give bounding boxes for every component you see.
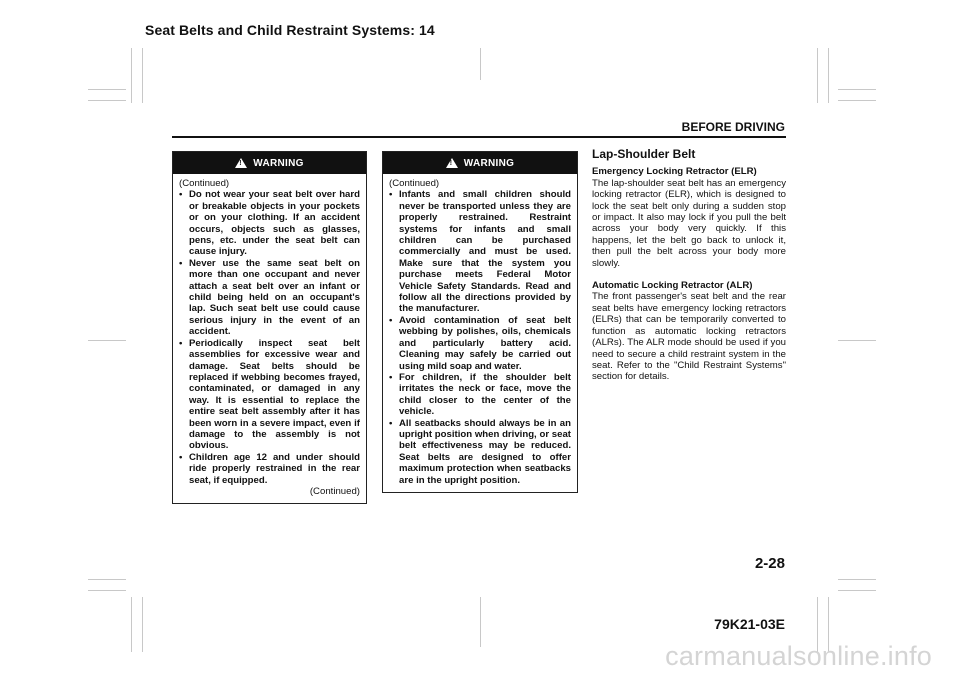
section-heading: Lap-Shoulder Belt xyxy=(592,147,696,161)
warning-label: WARNING xyxy=(463,157,515,169)
warning-item: • Periodically inspect seat belt assemblies for excessive wear and damage. Seat belts should be replaced if webbing becomes frayed, contaminated, or damaged in any way. It is essential to replace the entire seat belt assembly after it has been worn in a severe impact, even if damage to the assembly is not obvious. xyxy=(179,338,360,452)
crop-mark xyxy=(838,340,876,341)
crop-mark xyxy=(131,597,132,652)
lap-shoulder-section xyxy=(592,149,786,394)
elr-heading: Emergency Locking Retractor (ELR) xyxy=(592,166,757,178)
warning-list xyxy=(389,189,571,486)
warning-box-left xyxy=(172,151,367,504)
warning-header xyxy=(173,152,366,174)
warning-header xyxy=(383,152,577,174)
crop-mark xyxy=(88,579,126,580)
warning-item: • Children age 12 and under should ride properly restrained in the rear seat, if equipped. xyxy=(179,452,360,486)
watermark-text: carmanualsonline.info xyxy=(665,641,932,671)
document-code: 79K21-03E xyxy=(714,616,785,632)
continued-label: (Continued) xyxy=(179,178,230,189)
page-number: 2-28 xyxy=(754,555,785,572)
warning-triangle-icon xyxy=(235,158,247,168)
section-header: BEFORE DRIVING xyxy=(681,120,785,134)
crop-mark xyxy=(480,597,481,647)
warning-item: • Never use the same seat belt on more than one occupant and never attach a seat belt over an infant or child being held on an occupant's lap. Such seat belt use could cause serious injury in the event of an accident. xyxy=(179,258,360,338)
crop-mark xyxy=(838,579,876,580)
warning-item: • Avoid contamination of seat belt webbing by polishes, oils, chemicals and particularly battery acid. Cleaning may safely be carried out using mild soap and water. xyxy=(389,315,571,372)
crop-mark xyxy=(838,89,876,90)
crop-mark xyxy=(142,48,143,103)
warning-triangle-icon xyxy=(446,158,458,168)
crop-mark xyxy=(828,48,829,103)
crop-mark xyxy=(142,597,143,652)
crop-mark xyxy=(817,48,818,103)
crop-mark xyxy=(131,48,132,103)
warning-item: • For children, if the shoulder belt irritates the neck or face, move the child closer to the center of the vehicle. xyxy=(389,372,571,418)
crop-mark xyxy=(838,100,876,101)
header-divider xyxy=(172,136,786,138)
alr-paragraph: The front passenger's seat belt and the rear seat belts have emergency locking retractors (ELRs) that can be temporarily converted to function as automatic locking retractors (ALRs). The ALR mode should be used if you need to secure a child restraint system in the seat. Refer to the "Child Restraint Systems" section for details. xyxy=(592,291,786,383)
crop-mark xyxy=(88,89,126,90)
crop-mark xyxy=(480,48,481,80)
continued-label: (Continued) xyxy=(309,485,360,497)
crop-mark xyxy=(838,590,876,591)
crop-mark xyxy=(88,340,126,341)
continued-label: (Continued) xyxy=(389,178,440,189)
crop-mark xyxy=(88,100,126,101)
warning-item: • Do not wear your seat belt over hard or breakable objects in your pockets or on your clothing. If an accident occurs, objects such as glasses, pens, etc. under the seat belt can cause injury. xyxy=(179,189,360,257)
crop-mark xyxy=(88,590,126,591)
warning-body xyxy=(173,174,366,503)
warning-item: • Infants and small children should never be transported unless they are properly restrained. Restraint systems for infants and small children can be purchased commercially and must be used. Make sure that the system you purchase meets Federal Motor Vehicle Safety Standards. Read and follow all the directions provided by the manufacturer. xyxy=(389,189,571,314)
alr-heading: Automatic Locking Retractor (ALR) xyxy=(592,280,753,292)
warning-label: WARNING xyxy=(253,157,304,169)
elr-paragraph: The lap-shoulder seat belt has an emergency locking retractor (ELR), which is designed to lock the seat belt only during a sudden stop or impact. It also may lock if you pull the belt across your body very quickly. If this happens, let the belt go back to unlock it, then pull the belt across your body more slowly. xyxy=(592,177,786,269)
warning-body xyxy=(383,174,577,492)
warning-list xyxy=(179,189,360,486)
warning-item: • All seatbacks should always be in an upright position when driving, or seat belt effectiveness may be reduced. Seat belts are designed to offer maximum protection when seatbacks are in the upright position. xyxy=(389,418,571,486)
warning-box-right xyxy=(382,151,578,493)
chapter-header: Seat Belts and Child Restraint Systems: 14 xyxy=(145,22,435,38)
